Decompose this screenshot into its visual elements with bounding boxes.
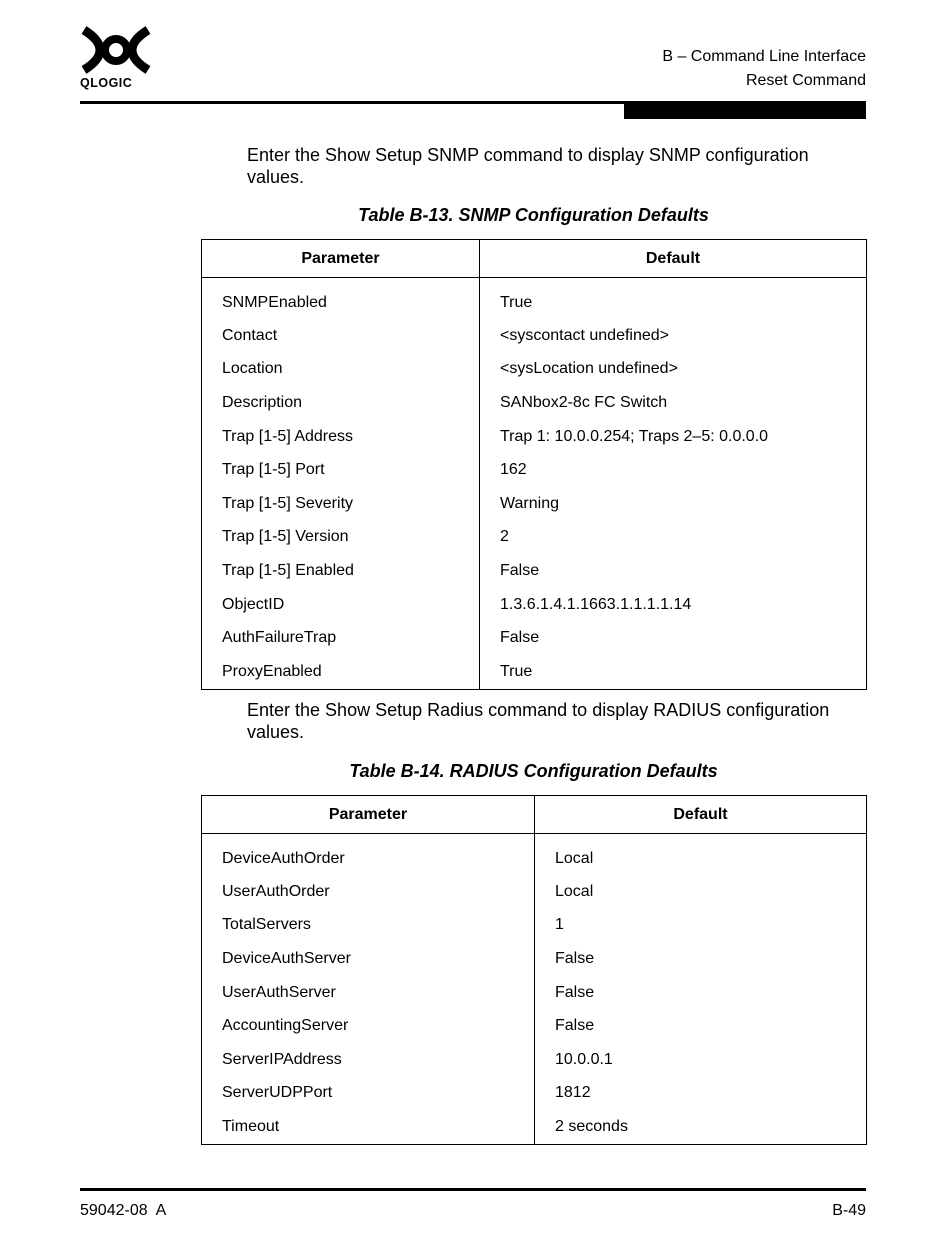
parameter-cell: Trap [1-5] Version (202, 521, 480, 555)
default-cell: False (500, 561, 540, 579)
table-row (202, 420, 867, 454)
default-cell: 10.0.0.1 (555, 1050, 613, 1068)
default-cell: Local (555, 849, 594, 867)
default-cell: Warning (500, 494, 559, 512)
parameter-cell: TotalServers (202, 909, 535, 943)
footer-rule (80, 1188, 866, 1191)
running-header (662, 45, 866, 93)
radius-intro-paragraph: Enter the Show Setup Radius command to display RADIUS configuration values. (247, 700, 830, 742)
parameter-cell: UserAuthOrder (202, 875, 535, 909)
default-cell: SANbox2-8c FC Switch (500, 393, 668, 411)
default-cell: False (555, 1017, 595, 1035)
table-row (202, 1077, 867, 1111)
parameter-cell: ServerUDPPort (202, 1077, 535, 1111)
column-header: Default (535, 796, 867, 834)
table-row (202, 1009, 867, 1043)
table-row (202, 909, 867, 943)
parameter-cell: AuthFailureTrap (202, 621, 480, 655)
parameter-cell: ObjectID (202, 588, 480, 622)
table-row (202, 588, 867, 622)
table-row (202, 319, 867, 353)
column-header: Parameter (202, 796, 535, 834)
parameter-cell: Trap [1-5] Port (202, 453, 480, 487)
snmp-table (201, 239, 867, 690)
table-row (202, 621, 867, 655)
default-cell: 1812 (555, 1084, 591, 1102)
default-cell: False (500, 629, 540, 647)
snmp-table-caption: Table B-13. SNMP Configuration Defaults (358, 205, 709, 225)
parameter-cell: Trap [1-5] Address (202, 420, 480, 454)
parameter-cell: UserAuthServer (202, 976, 535, 1010)
parameter-cell: Contact (202, 319, 480, 353)
parameter-cell: DeviceAuthOrder (202, 834, 535, 876)
table-row (202, 453, 867, 487)
snmp-intro-paragraph: Enter the Show Setup SNMP command to display SNMP configuration values. (247, 145, 809, 187)
table-row (202, 278, 867, 320)
default-cell: Local (555, 882, 594, 900)
parameter-cell: ProxyEnabled (202, 655, 480, 689)
radius-table-caption: Table B-14. RADIUS Configuration Defaults (349, 761, 718, 781)
parameter-cell: ServerIPAddress (202, 1043, 535, 1077)
default-cell: <syscontact undefined> (500, 326, 670, 344)
table-row (202, 554, 867, 588)
parameter-cell: Trap [1-5] Severity (202, 487, 480, 521)
table-row (202, 353, 867, 387)
table-row (202, 1043, 867, 1077)
column-header: Parameter (202, 240, 480, 278)
document-number: 59042-08 A (80, 1202, 167, 1219)
parameter-cell: Location (202, 353, 480, 387)
table-header-row (202, 240, 867, 278)
table-row (202, 976, 867, 1010)
table-row (202, 1110, 867, 1144)
parameter-cell: AccountingServer (202, 1009, 535, 1043)
table-header-row (202, 796, 867, 834)
header-subsection: Reset Command (745, 72, 866, 89)
default-cell: False (555, 949, 595, 967)
default-cell: Trap 1: 10.0.0.254; Traps 2–5: 0.0.0.0 (500, 427, 769, 445)
table-row (202, 521, 867, 555)
parameter-cell: Description (202, 386, 480, 420)
table-row (202, 942, 867, 976)
default-cell: 1.3.6.1.4.1.1663.1.1.1.1.14 (500, 595, 692, 613)
table-row (202, 386, 867, 420)
default-cell: True (500, 662, 533, 680)
default-cell: 2 seconds (555, 1117, 628, 1135)
parameter-cell: Trap [1-5] Enabled (202, 554, 480, 588)
qlogic-logo-mark (80, 26, 152, 74)
column-header: Default (480, 240, 867, 278)
default-cell: <sysLocation undefined> (500, 360, 678, 378)
parameter-cell: SNMPEnabled (202, 278, 480, 320)
default-cell: 2 (500, 528, 509, 546)
radius-table (201, 795, 867, 1145)
default-cell: 1 (555, 916, 564, 934)
header-tab-bar (624, 101, 866, 119)
table-row (202, 834, 867, 876)
header-section: B – Command Line Interface (662, 48, 866, 65)
default-cell: True (500, 293, 533, 311)
table-row (202, 655, 867, 689)
default-cell: 162 (500, 461, 527, 479)
parameter-cell: DeviceAuthServer (202, 942, 535, 976)
parameter-cell: Timeout (202, 1110, 535, 1144)
table-row (202, 875, 867, 909)
logo-text: QLOGIC (80, 76, 133, 90)
table-row (202, 487, 867, 521)
page-number: B-49 (832, 1202, 866, 1219)
default-cell: False (555, 983, 595, 1001)
